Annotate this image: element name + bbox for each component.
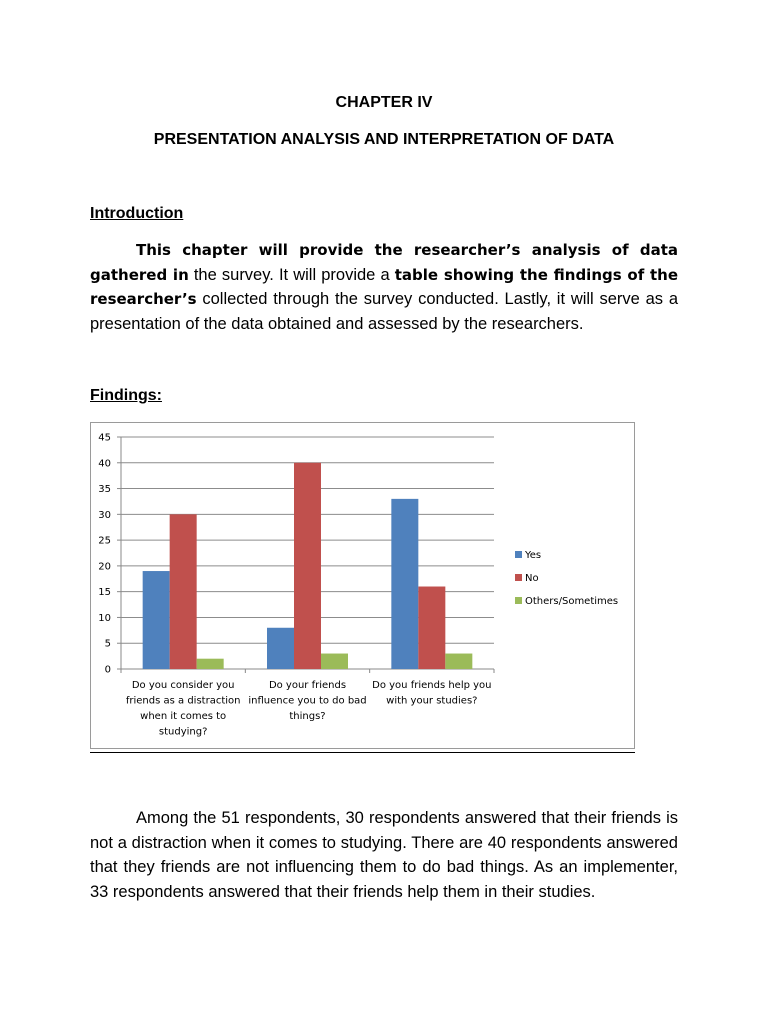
bar-no-1	[170, 514, 197, 669]
intro-bold-2: table showing the findings of the researcher’s	[90, 265, 678, 308]
x-category-label: with your studies?	[386, 695, 478, 707]
conclusion-paragraph: Among the 51 respondents, 30 respondents answered that their friends is not a distraction when it comes to studying. There are 40 respondents answered that they friends are not influencing them to do bad things. As an implementer, 33 respondents answered that their friends help them in their studies.	[90, 809, 678, 901]
x-category-label: Do you consider you	[131, 680, 235, 691]
x-category-label: friends as a distraction	[125, 695, 241, 707]
bar-others-sometimes-2	[321, 654, 348, 669]
y-tick-label: 15	[98, 587, 111, 599]
chapter-number: CHAPTER IV	[335, 94, 433, 111]
bar-no-3	[418, 587, 445, 669]
y-tick-label: 0	[104, 664, 111, 676]
legend-label: Others/Sometimes	[525, 596, 619, 607]
intro-text-2: collected through the survey conducted. Lastly, it will serve as a presentation of the data obtained and assessed by the researchers.	[90, 290, 678, 333]
x-category-label: Do you friends help you	[372, 680, 492, 691]
legend-swatch	[515, 551, 522, 558]
x-category-label: studying?	[158, 726, 208, 738]
x-category-label: when it comes to	[140, 711, 227, 722]
x-category-label: Do your friends	[268, 680, 347, 691]
bar-others-sometimes-1	[197, 659, 224, 669]
y-tick-label: 25	[98, 535, 111, 547]
y-tick-label: 45	[98, 432, 111, 444]
findings-heading: Findings:	[90, 387, 162, 404]
introduction-heading: Introduction	[90, 205, 184, 222]
bar-yes-2	[267, 628, 294, 669]
introduction-paragraph	[90, 238, 678, 336]
chart-divider	[90, 752, 635, 753]
x-category-label: influence you to do bad	[248, 695, 367, 707]
bar-chart-svg	[91, 423, 634, 748]
y-tick-label: 5	[104, 638, 111, 650]
bar-yes-1	[143, 571, 170, 669]
y-tick-label: 20	[98, 561, 111, 573]
legend-label: No	[525, 573, 539, 584]
intro-text-1: the survey. It will provide a	[188, 265, 395, 284]
y-tick-label: 30	[98, 509, 111, 521]
y-tick-label: 40	[98, 458, 111, 470]
legend-swatch	[515, 574, 522, 581]
y-tick-label: 10	[98, 612, 111, 624]
y-tick-label: 35	[98, 484, 111, 496]
chapter-title: PRESENTATION ANALYSIS AND INTERPRETATION OF DATA	[153, 131, 615, 148]
bar-yes-3	[391, 499, 418, 669]
bar-others-sometimes-3	[445, 654, 472, 669]
legend-label: Yes	[525, 550, 542, 561]
x-category-label: things?	[289, 711, 326, 722]
findings-chart	[90, 422, 635, 749]
intro-bold-1: This chapter will provide the researcher’s analysis of data gathered in	[90, 241, 678, 284]
bar-no-2	[294, 463, 321, 669]
legend-swatch	[515, 597, 522, 604]
